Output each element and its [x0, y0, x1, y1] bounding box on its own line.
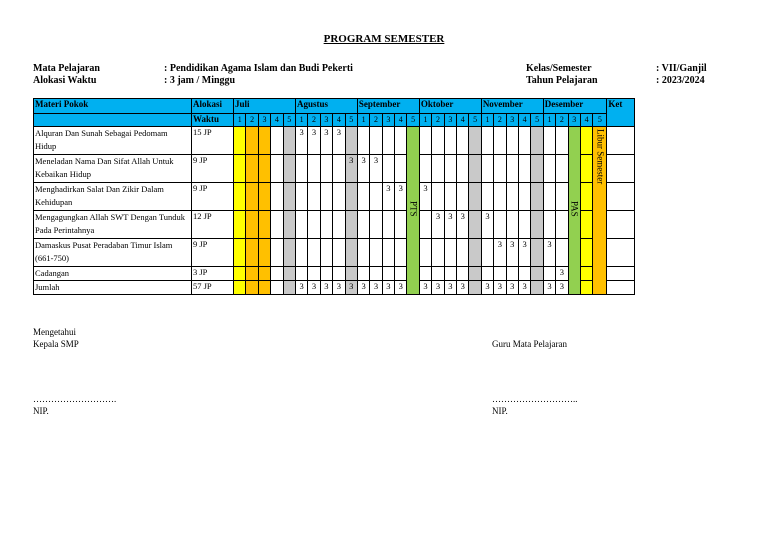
- week-cell: [258, 183, 270, 211]
- header-week-number: 5: [345, 114, 357, 127]
- header-week-number: 1: [295, 114, 307, 127]
- week-cell: [580, 281, 592, 295]
- week-cell: [382, 211, 394, 239]
- header-alokasi: Alokasi: [192, 99, 234, 114]
- header-week-number: 5: [407, 114, 419, 127]
- week-cell: [432, 183, 444, 211]
- week-cell: [370, 267, 382, 281]
- header-month: Agustus: [295, 99, 357, 114]
- week-cell: [308, 239, 320, 267]
- alokasi-value: : 3 jam / Minggu: [164, 75, 236, 86]
- week-cell: [395, 267, 407, 281]
- header-week-number: 2: [370, 114, 382, 127]
- header-week-number: 2: [494, 114, 506, 127]
- week-cell: [283, 211, 295, 239]
- week-cell: 3: [432, 281, 444, 295]
- week-cell: [494, 267, 506, 281]
- week-cell: [469, 155, 481, 183]
- week-cell: [531, 267, 543, 281]
- week-cell: [382, 127, 394, 155]
- week-cell: [382, 239, 394, 267]
- week-cell: [432, 267, 444, 281]
- header-week-number: 3: [382, 114, 394, 127]
- week-cell: [457, 155, 469, 183]
- week-cell: [518, 183, 530, 211]
- week-cell: 3: [543, 281, 555, 295]
- week-cell: 3: [506, 281, 518, 295]
- week-cell: [320, 155, 332, 183]
- week-cell: 3: [357, 155, 369, 183]
- week-cell: [556, 127, 568, 155]
- week-cell: [432, 155, 444, 183]
- week-cell: [494, 183, 506, 211]
- week-cell: [543, 183, 555, 211]
- week-cell: [481, 155, 493, 183]
- week-cell: [543, 155, 555, 183]
- week-cell: [457, 267, 469, 281]
- header-week-number: 3: [258, 114, 270, 127]
- week-cell: 3: [494, 281, 506, 295]
- week-cell: [481, 183, 493, 211]
- week-cell: [370, 239, 382, 267]
- week-cell: [234, 211, 246, 239]
- week-cell: [258, 239, 270, 267]
- header-week-number: 1: [543, 114, 555, 127]
- week-cell: [308, 183, 320, 211]
- week-cell: 3: [481, 211, 493, 239]
- nip-left: NIP.: [33, 406, 49, 416]
- week-cell: [580, 267, 592, 281]
- week-cell: [320, 239, 332, 267]
- week-cell: [234, 183, 246, 211]
- alokasi-cell: 12 JP: [192, 211, 234, 239]
- week-cell: [283, 127, 295, 155]
- week-cell: [531, 281, 543, 295]
- materi-cell: Meneladan Nama Dan Sifat Allah Untuk Kebaikan Hidup: [34, 155, 192, 183]
- header-week-number: 3: [506, 114, 518, 127]
- week-cell: [506, 155, 518, 183]
- week-cell: [506, 183, 518, 211]
- table-header-months: [34, 99, 635, 114]
- info-right: [526, 63, 598, 87]
- week-cell: [258, 211, 270, 239]
- week-cell: [432, 239, 444, 267]
- week-cell: [357, 211, 369, 239]
- table-row: [34, 267, 635, 281]
- week-cell: [556, 211, 568, 239]
- header-materi-blank: [34, 114, 192, 127]
- table-row: [34, 183, 635, 211]
- week-cell: [543, 211, 555, 239]
- header-week-number: 1: [357, 114, 369, 127]
- week-cell: [469, 211, 481, 239]
- header-week-number: 4: [580, 114, 592, 127]
- header-week-number: 5: [283, 114, 295, 127]
- alokasi-cell: 9 JP: [192, 183, 234, 211]
- week-cell: [556, 155, 568, 183]
- ket-cell: [607, 211, 635, 239]
- week-cell: [469, 281, 481, 295]
- week-cell: [580, 183, 592, 211]
- week-cell: [246, 155, 258, 183]
- week-cell: [357, 183, 369, 211]
- week-cell: [333, 267, 345, 281]
- mengetahui-text: Mengetahui: [33, 327, 76, 337]
- week-cell: [506, 127, 518, 155]
- week-cell: [234, 267, 246, 281]
- week-cell: 3: [444, 211, 456, 239]
- header-week-number: 3: [320, 114, 332, 127]
- table-row: [34, 127, 635, 155]
- week-cell: 3: [556, 267, 568, 281]
- signature-left: [33, 326, 79, 350]
- week-cell: [494, 155, 506, 183]
- week-cell: [395, 127, 407, 155]
- alokasi-cell: 57 JP: [192, 281, 234, 295]
- week-cell: 3: [370, 281, 382, 295]
- header-week-number: 2: [432, 114, 444, 127]
- week-cell: [345, 267, 357, 281]
- week-cell: [283, 183, 295, 211]
- header-week-number: 4: [271, 114, 283, 127]
- tahun-value: : 2023/2024: [656, 75, 705, 86]
- week-cell: [494, 211, 506, 239]
- week-cell: [580, 155, 592, 183]
- week-cell: [246, 267, 258, 281]
- alokasi-cell: 3 JP: [192, 267, 234, 281]
- materi-cell: Menghadirkan Salat Dan Zikir Dalam Kehidupan: [34, 183, 192, 211]
- week-cell: [271, 267, 283, 281]
- week-cell: 3: [320, 281, 332, 295]
- guru-text: Guru Mata Pelajaran: [492, 339, 567, 349]
- week-cell: [469, 267, 481, 281]
- week-cell: [246, 211, 258, 239]
- week-cell: [419, 211, 431, 239]
- week-cell: 3: [295, 281, 307, 295]
- week-cell: [531, 239, 543, 267]
- header-week-number: 5: [469, 114, 481, 127]
- header-alokasi-2: Waktu: [192, 114, 234, 127]
- week-cell: 3: [543, 239, 555, 267]
- mapel-value: : Pendidikan Agama Islam dan Budi Pekerti: [164, 63, 353, 74]
- header-month: November: [481, 99, 543, 114]
- materi-cell: Cadangan: [34, 267, 192, 281]
- week-cell: [593, 127, 607, 295]
- program-semester-table: [33, 98, 635, 295]
- header-week-number: 5: [531, 114, 543, 127]
- week-cell: [295, 211, 307, 239]
- week-cell: [556, 183, 568, 211]
- week-cell: [271, 155, 283, 183]
- week-cell: 3: [308, 127, 320, 155]
- week-cell: [382, 155, 394, 183]
- week-cell: 3: [295, 127, 307, 155]
- week-cell: [543, 127, 555, 155]
- signature-right: [492, 338, 567, 350]
- week-cell: 3: [419, 281, 431, 295]
- ket-cell: [607, 239, 635, 267]
- week-cell: [382, 267, 394, 281]
- week-cell: [295, 267, 307, 281]
- header-week-number: 2: [308, 114, 320, 127]
- table-row: [34, 239, 635, 267]
- header-week-number: 1: [481, 114, 493, 127]
- table-row: [34, 155, 635, 183]
- week-cell: [283, 155, 295, 183]
- page-title: PROGRAM SEMESTER: [323, 33, 445, 45]
- mapel-label: Mata Pelajaran: [33, 63, 100, 74]
- week-cell: [234, 127, 246, 155]
- week-cell: [407, 127, 419, 295]
- week-cell: [469, 239, 481, 267]
- info-right-values: [656, 63, 707, 87]
- week-cell: [357, 127, 369, 155]
- header-week-number: 1: [234, 114, 246, 127]
- week-cell: [295, 155, 307, 183]
- week-cell: [271, 239, 283, 267]
- week-cell: 3: [357, 281, 369, 295]
- pts-label: PTS: [408, 201, 419, 217]
- week-cell: [395, 211, 407, 239]
- week-cell: [518, 267, 530, 281]
- week-cell: [333, 211, 345, 239]
- nip-right: NIP.: [492, 406, 508, 416]
- week-cell: [506, 211, 518, 239]
- week-cell: 3: [333, 127, 345, 155]
- week-cell: 3: [345, 155, 357, 183]
- week-cell: [395, 239, 407, 267]
- week-cell: 3: [382, 281, 394, 295]
- week-cell: [333, 239, 345, 267]
- alokasi-cell: 9 JP: [192, 155, 234, 183]
- week-cell: 3: [506, 239, 518, 267]
- week-cell: [481, 239, 493, 267]
- week-cell: [568, 127, 580, 295]
- week-cell: [444, 183, 456, 211]
- week-cell: [320, 211, 332, 239]
- week-cell: [283, 281, 295, 295]
- week-cell: [419, 127, 431, 155]
- week-cell: [531, 155, 543, 183]
- header-month: Juli: [234, 99, 296, 114]
- week-cell: 3: [556, 281, 568, 295]
- kelas-label: Kelas/Semester: [526, 63, 592, 74]
- week-cell: [419, 267, 431, 281]
- week-cell: [295, 183, 307, 211]
- week-cell: 3: [432, 211, 444, 239]
- dots-right: ………………………..: [492, 394, 578, 404]
- week-cell: [271, 127, 283, 155]
- week-cell: 3: [457, 211, 469, 239]
- info-left: [33, 63, 100, 87]
- header-week-number: 4: [333, 114, 345, 127]
- table-header-weeks: [34, 114, 635, 127]
- week-cell: [333, 155, 345, 183]
- week-cell: 3: [419, 183, 431, 211]
- alokasi-cell: 15 JP: [192, 127, 234, 155]
- week-cell: [271, 183, 283, 211]
- week-cell: [246, 183, 258, 211]
- ket-cell: [607, 155, 635, 183]
- week-cell: [258, 127, 270, 155]
- week-cell: [295, 239, 307, 267]
- week-cell: [444, 155, 456, 183]
- kepala-text: Kepala SMP: [33, 339, 79, 349]
- week-cell: [246, 281, 258, 295]
- week-cell: [308, 211, 320, 239]
- week-cell: [531, 127, 543, 155]
- week-cell: [469, 183, 481, 211]
- week-cell: [258, 281, 270, 295]
- week-cell: [580, 127, 592, 155]
- week-cell: [283, 239, 295, 267]
- materi-cell: Mengagungkan Allah SWT Dengan Tunduk Pada Perintahnya: [34, 211, 192, 239]
- signature-right-line: [492, 393, 578, 417]
- week-cell: [518, 155, 530, 183]
- week-cell: [370, 127, 382, 155]
- week-cell: [234, 155, 246, 183]
- week-cell: [444, 127, 456, 155]
- week-cell: [246, 239, 258, 267]
- week-cell: [580, 211, 592, 239]
- header-week-number: 2: [246, 114, 258, 127]
- alokasi-label: Alokasi Waktu: [33, 75, 97, 86]
- week-cell: 3: [395, 183, 407, 211]
- header-month: September: [357, 99, 419, 114]
- header-week-number: 5: [593, 114, 607, 127]
- week-cell: [518, 211, 530, 239]
- week-cell: 3: [444, 281, 456, 295]
- week-cell: [345, 183, 357, 211]
- week-cell: [320, 183, 332, 211]
- week-cell: [457, 239, 469, 267]
- week-cell: [320, 267, 332, 281]
- week-cell: [469, 127, 481, 155]
- week-cell: [444, 267, 456, 281]
- week-cell: [258, 267, 270, 281]
- week-cell: [518, 127, 530, 155]
- pas-label: PAS: [569, 201, 580, 217]
- week-cell: [370, 211, 382, 239]
- ket-cell: [607, 127, 635, 155]
- table-row: [34, 211, 635, 239]
- week-cell: [457, 127, 469, 155]
- week-cell: [370, 183, 382, 211]
- week-cell: [419, 239, 431, 267]
- ket-cell: [607, 281, 635, 295]
- header-month: Oktober: [419, 99, 481, 114]
- week-cell: [271, 211, 283, 239]
- dots-left: ……………………….: [33, 394, 117, 404]
- week-cell: 3: [333, 281, 345, 295]
- week-cell: [357, 239, 369, 267]
- week-cell: [531, 183, 543, 211]
- week-cell: 3: [320, 127, 332, 155]
- week-cell: 3: [382, 183, 394, 211]
- header-week-number: 1: [419, 114, 431, 127]
- week-cell: 3: [494, 239, 506, 267]
- week-cell: 3: [518, 281, 530, 295]
- week-cell: [308, 155, 320, 183]
- week-cell: [419, 155, 431, 183]
- ket-cell: [607, 267, 635, 281]
- week-cell: [531, 211, 543, 239]
- week-cell: [494, 127, 506, 155]
- libur-semester-label: Libur Semester: [595, 129, 606, 185]
- header-week-number: 4: [457, 114, 469, 127]
- week-cell: [246, 127, 258, 155]
- week-cell: [271, 281, 283, 295]
- signature-left-line: [33, 393, 116, 417]
- kelas-value: : VII/Ganjil: [656, 63, 707, 74]
- week-cell: [481, 267, 493, 281]
- header-ket: Ket: [607, 99, 635, 127]
- header-week-number: 2: [556, 114, 568, 127]
- header-week-number: 4: [518, 114, 530, 127]
- table-row: [34, 281, 635, 295]
- week-cell: [580, 239, 592, 267]
- week-cell: 3: [308, 281, 320, 295]
- header-materi: Materi Pokok: [34, 99, 192, 114]
- week-cell: [395, 155, 407, 183]
- alokasi-cell: 9 JP: [192, 239, 234, 267]
- materi-cell: Alquran Dan Sunah Sebagai Pedomam Hidup: [34, 127, 192, 155]
- week-cell: [506, 267, 518, 281]
- week-cell: [357, 267, 369, 281]
- week-cell: [444, 239, 456, 267]
- week-cell: [345, 211, 357, 239]
- info-left-values: [164, 63, 353, 87]
- materi-cell: Jumlah: [34, 281, 192, 295]
- week-cell: [258, 155, 270, 183]
- header-week-number: 4: [395, 114, 407, 127]
- week-cell: 3: [395, 281, 407, 295]
- week-cell: 3: [481, 281, 493, 295]
- week-cell: 3: [457, 281, 469, 295]
- week-cell: 3: [345, 281, 357, 295]
- ket-cell: [607, 183, 635, 211]
- tahun-label: Tahun Pelajaran: [526, 75, 598, 86]
- week-cell: [234, 239, 246, 267]
- week-cell: [308, 267, 320, 281]
- week-cell: [345, 239, 357, 267]
- week-cell: 3: [518, 239, 530, 267]
- week-cell: [234, 281, 246, 295]
- week-cell: [283, 267, 295, 281]
- header-week-number: 3: [444, 114, 456, 127]
- week-cell: [333, 183, 345, 211]
- week-cell: [432, 127, 444, 155]
- header-week-number: 3: [568, 114, 580, 127]
- week-cell: [457, 183, 469, 211]
- header-month: Desember: [543, 99, 607, 114]
- week-cell: [556, 239, 568, 267]
- week-cell: [543, 267, 555, 281]
- week-cell: 3: [370, 155, 382, 183]
- week-cell: [481, 127, 493, 155]
- week-cell: [345, 127, 357, 155]
- materi-cell: Damaskus Pusat Peradaban Timur Islam (661-750): [34, 239, 192, 267]
